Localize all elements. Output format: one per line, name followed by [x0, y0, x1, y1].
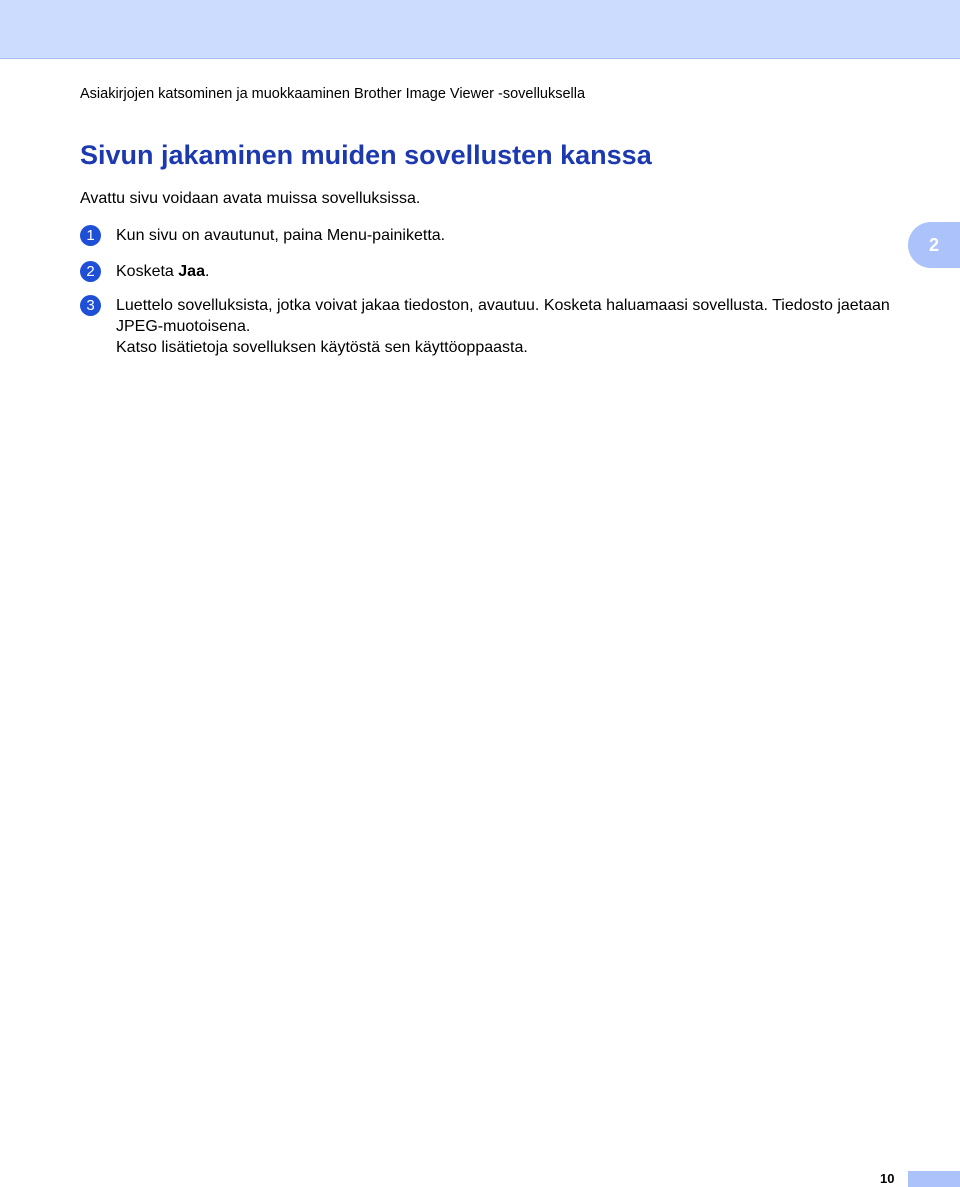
- step-number-badge: 2: [80, 261, 101, 282]
- step-3: [80, 295, 900, 358]
- running-header: Asiakirjojen katsominen ja muokkaaminen Brother Image Viewer -sovelluksella: [80, 86, 586, 102]
- page-number: 10: [880, 1171, 895, 1186]
- step-text: Kosketa Jaa.: [116, 263, 210, 280]
- step-number-badge: 3: [80, 295, 101, 316]
- chapter-tab: 2: [908, 222, 960, 268]
- step-text: Luettelo sovelluksista, jotka voivat jakaa tiedoston, avautuu. Kosketa haluamaasi sovellusta. Tiedosto jaetaan JPEG-muotoisena.: [116, 297, 890, 335]
- top-band: [0, 0, 960, 59]
- step-number-badge: 1: [80, 225, 101, 246]
- step-1: [80, 225, 900, 246]
- page-number-bar: [908, 1171, 960, 1187]
- step-note: Katso lisätietoja sovelluksen käytöstä sen käyttöoppaasta.: [116, 339, 528, 356]
- share-label: Jaa: [178, 263, 205, 280]
- intro-text: Avattu sivu voidaan avata muissa sovelluksissa.: [80, 190, 421, 207]
- step-2: [80, 261, 900, 282]
- step-text: Kun sivu on avautunut, paina Menu-painiketta.: [116, 227, 446, 244]
- section-title: Sivun jakaminen muiden sovellusten kanssa: [80, 140, 652, 170]
